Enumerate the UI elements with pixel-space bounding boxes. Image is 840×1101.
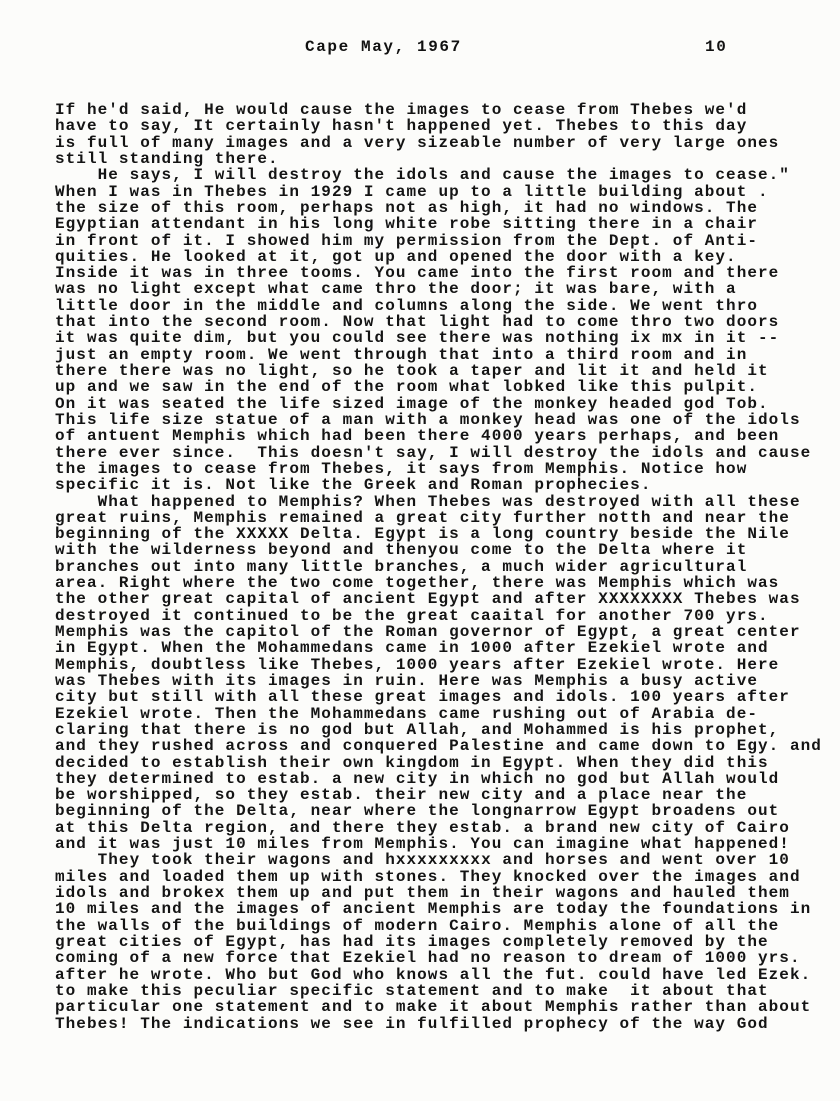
text-line: miles and loaded them up with stones. They knocked over the images and xyxy=(55,867,801,886)
text-line: They took their wagons and hxxxxxxxxx and horses and went over 10 xyxy=(55,851,790,870)
text-line: specific it is. Not like the Greek and Roman prophecies. xyxy=(55,476,652,495)
text-line: quities. He looked at it, got up and opened the door with a key. xyxy=(55,247,737,266)
text-line: there ever since. This doesn't say, I will destroy the idols and cause xyxy=(55,443,812,462)
text-line: they determined to estab. a new city in which no god but Allah would xyxy=(55,769,780,788)
text-line: beginning of the Delta, near where the longnarrow Egypt broadens out xyxy=(55,802,780,821)
text-line: beginning of the XXXXX Delta. Egypt is a long country beside the Nile xyxy=(55,525,790,544)
document-body xyxy=(55,102,830,1032)
text-line: it was quite dim, but you could see there was nothing ix mx in it -- xyxy=(55,329,780,348)
text-line: Ezekiel wrote. Then the Mohammedans came rushing out of Arabia de- xyxy=(55,704,759,723)
text-line: to make this peculiar specific statement and to make it about that xyxy=(55,981,769,1000)
text-line: be worshipped, so they estab. their new city and a place near the xyxy=(55,786,748,805)
text-line: was no light except what came thro the door; it was bare, with a xyxy=(55,280,737,299)
text-line: and it was just 10 miles from Memphis. You can imagine what happened! xyxy=(55,835,790,854)
text-line: Inside it was in three tooms. You came into the first room and there xyxy=(55,264,780,283)
text-line: great ruins, Memphis remained a great city further notth and near the xyxy=(55,508,790,527)
text-line: at this Delta region, and there they estab. a brand new city of Cairo xyxy=(55,818,790,837)
text-line: and they rushed across and conquered Palestine and came down to Egy. and xyxy=(55,737,822,756)
text-line: city but still with all these great images and idols. 100 years after xyxy=(55,688,790,707)
text-line: there there was no light, so he took a taper and lit it and held it xyxy=(55,362,769,380)
text-line: Thebes! The indications we see in fulfilled prophecy of the way God xyxy=(55,1014,769,1033)
text-line: up and we saw in the end of the room what lobked like this pulpit. xyxy=(55,378,759,397)
text-line: He says, I will destroy the idols and cause the images to cease." xyxy=(55,166,790,185)
text-line: after he wrote. Who but God who knows all the fut. could have led Ezek. xyxy=(55,965,812,984)
text-line: coming of a new force that Ezekiel had no reason to dream of 1000 yrs. xyxy=(55,949,801,968)
text-line: great cities of Egypt, has had its images completely removed by the xyxy=(55,932,769,951)
text-line: that into the second room. Now that light had to come thro two doors xyxy=(55,313,780,332)
text-line: the walls of the buildings of modern Cairo. Memphis alone of all the xyxy=(55,916,780,935)
text-line: little door in the middle and columns along the side. We went thro xyxy=(55,296,759,315)
text-line: is full of many images and a very sizeable number of very large ones xyxy=(55,133,780,152)
text-line: Memphis was the capitol of the Roman governor of Egypt, a great center xyxy=(55,623,801,641)
text-line: idols and brokex them up and put them in their wagons and hauled them xyxy=(55,884,790,902)
text-line: When I was in Thebes in 1929 I came up to a little building about . xyxy=(55,182,769,201)
text-line: decided to establish their own kingdom in Egypt. When they did this xyxy=(55,753,769,772)
text-line: with the wilderness beyond and thenyou come to the Delta where it xyxy=(55,541,748,560)
text-line: have to say, It certainly hasn't happened yet. Thebes to this day xyxy=(55,117,748,136)
text-line: If he'd said, He would cause the images to cease from Thebes we'd xyxy=(55,101,748,119)
text-line: the size of this room, perhaps not as high, it had no windows. The xyxy=(55,198,759,217)
text-line: in Egypt. When the Mohammedans came in 1000 after Ezekiel wrote and xyxy=(55,639,769,658)
text-line: the other great capital of ancient Egypt and after XXXXXXXX Thebes was xyxy=(55,590,801,609)
text-line: This life size statue of a man with a monkey head was one of the idols xyxy=(55,410,801,429)
text-line: What happened to Memphis? When Thebes was destroyed with all these xyxy=(55,492,801,511)
text-line: claring that there is no god but Allah, and Mohammed is his prophet, xyxy=(55,720,780,739)
text-line: in front of it. I showed him my permission from the Dept. of Anti- xyxy=(55,231,759,250)
text-line: particular one statement and to make it about Memphis rather than about xyxy=(55,998,812,1017)
page-number: 10 xyxy=(705,38,728,56)
text-line: area. Right where the two come together, there was Memphis which was xyxy=(55,574,780,593)
text-line: the images to cease from Thebes, it says from Memphis. Notice how xyxy=(55,459,748,478)
text-line: just an empty room. We went through that into a third room and in xyxy=(55,345,748,364)
text-line: still standing there. xyxy=(55,149,279,168)
text-line: 10 miles and the images of ancient Memphis are today the foundations in xyxy=(55,900,812,919)
text-line: destroyed it continued to be the great caaital for another 700 yrs. xyxy=(55,606,769,625)
text-line: was Thebes with its images in ruin. Here was Memphis a busy active xyxy=(55,671,759,690)
text-line: branches out into many little branches, a much wider agricultural xyxy=(55,557,748,576)
text-line: Memphis, doubtless like Thebes, 1000 years after Ezekiel wrote. Here xyxy=(55,655,780,674)
text-line: of antuent Memphis which had been there 4000 years perhaps, and been xyxy=(55,427,780,446)
text-line: On it was seated the life sized image of the monkey headed god Tob. xyxy=(55,394,769,413)
text-line: Egyptian attendant in his long white robe sitting there in a chair xyxy=(55,215,759,234)
page-header-title: Cape May, 1967 xyxy=(305,38,462,56)
